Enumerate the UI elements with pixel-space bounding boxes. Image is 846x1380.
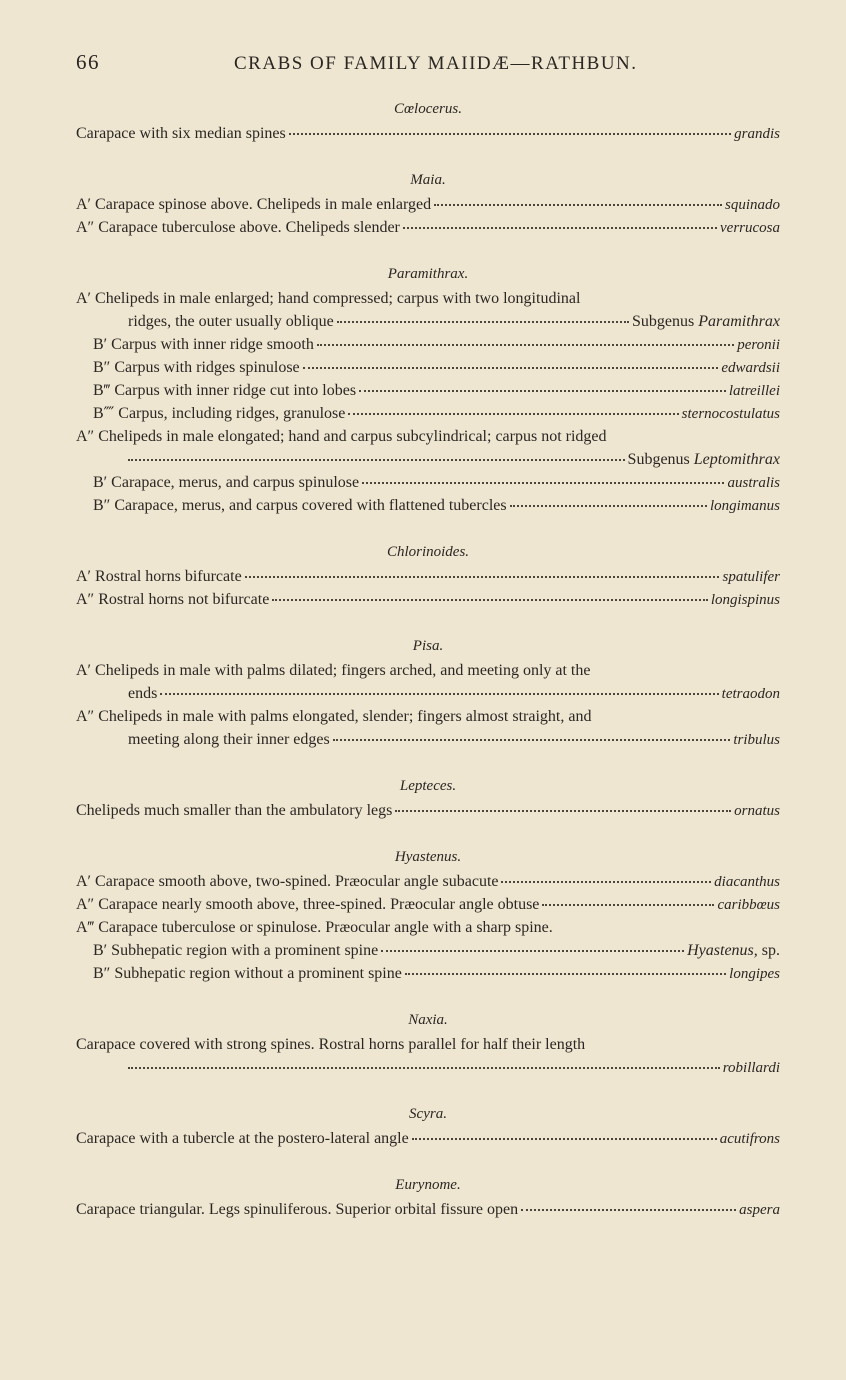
species-name: diacanthus	[714, 874, 780, 890]
species-name: tetraodon	[721, 686, 780, 702]
species-name: peronii	[737, 337, 780, 353]
key-line: Carapace with six median spines grandis	[76, 122, 780, 145]
genus-heading: Eurynome.	[395, 1177, 461, 1193]
genus-heading: Pisa.	[412, 638, 444, 654]
page-number: 66	[76, 50, 100, 74]
key-line: B⁗ Carpus, including ridges, granulose sternocostulatus	[76, 402, 780, 425]
key-line: Carapace covered with strong spines. Rostral horns parallel for half their length	[76, 1036, 586, 1053]
species-name: ornatus	[734, 803, 780, 819]
key-line: A′ Chelipeds in male enlarged; hand compressed; carpus with two longitudinal	[76, 290, 581, 307]
key-chlorinoides	[76, 539, 780, 611]
key-pisa	[76, 633, 780, 751]
key-line: A′ Chelipeds in male with palms dilated; fingers arched, and meeting only at the	[76, 662, 591, 679]
key-line: A″ Chelipeds in male elongated; hand and carpus subcylindrical; carpus not ridged	[76, 428, 607, 445]
species-name: acutifrons	[719, 1131, 780, 1147]
species-name: tribulus	[733, 732, 780, 748]
species-name: caribbœus	[717, 897, 780, 913]
genus-heading: Maia.	[410, 172, 446, 188]
genus-heading: Cœlocerus.	[394, 101, 462, 117]
species-name: australis	[727, 475, 780, 491]
species-name: sternocostulatus	[681, 406, 780, 422]
key-line: B′ Subhepatic region with a prominent spine Hyastenus, sp.	[76, 939, 780, 962]
key-scyra	[76, 1101, 780, 1150]
species-name: squinado	[724, 197, 780, 213]
key-line: B″ Carpus with ridges spinulose edwardsii	[76, 356, 780, 379]
species-name: edwardsii	[721, 360, 780, 376]
key-line: A′ Carapace spinose above. Chelipeds in male enlarged squinado	[76, 193, 780, 216]
key-line: meeting along their inner edges tribulus	[76, 728, 780, 751]
key-paramithrax	[76, 261, 780, 517]
key-eurynome	[76, 1172, 780, 1221]
key-line: B″ Subhepatic region without a prominent spine longipes	[76, 962, 780, 985]
key-line: A′ Carapace smooth above, two-spined. Præocular angle subacute diacanthus	[76, 870, 780, 893]
key-lepteces	[76, 773, 780, 822]
key-line: Carapace triangular. Legs spinuliferous. Superior orbital fissure open aspera	[76, 1198, 780, 1221]
key-line: B″ Carapace, merus, and carpus covered with flattened tubercles longimanus	[76, 494, 780, 517]
key-hyastenus	[76, 844, 780, 985]
species-name: spatulifer	[722, 569, 780, 585]
key-line: B′ Carpus with inner ridge smooth peronii	[76, 333, 780, 356]
running-head	[76, 50, 780, 75]
key-line: A″ Rostral horns not bifurcate longispinus	[76, 588, 780, 611]
key-line: ridges, the outer usually oblique Subgenus Paramithrax	[76, 310, 780, 333]
key-line: B‴ Carpus with inner ridge cut into lobes latreillei	[76, 379, 780, 402]
species-name: longimanus	[709, 498, 780, 514]
running-title: CRABS OF FAMILY MAIIDÆ—RATHBUN.	[234, 53, 638, 74]
key-line: B′ Carapace, merus, and carpus spinulose australis	[76, 471, 780, 494]
species-name: longipes	[729, 966, 780, 982]
species-name: grandis	[734, 126, 780, 142]
genus-heading: Paramithrax.	[387, 266, 469, 282]
key-content	[76, 96, 780, 1243]
key-line: Chelipeds much smaller than the ambulatory legs ornatus	[76, 799, 780, 822]
species-name: aspera	[739, 1202, 780, 1218]
genus-heading: Scyra.	[409, 1106, 447, 1122]
key-line: A′ Rostral horns bifurcate spatulifer	[76, 565, 780, 588]
species-name: longispinus	[710, 592, 780, 608]
genus-heading: Naxia.	[408, 1012, 448, 1028]
key-line: ends tetraodon	[76, 682, 780, 705]
subgenus-label: Subgenus Paramithrax	[631, 313, 780, 330]
species-name: Hyastenus, sp.	[687, 942, 780, 959]
genus-heading: Lepteces.	[399, 778, 457, 794]
key-line: Carapace with a tubercle at the postero-lateral angle acutifrons	[76, 1127, 780, 1150]
species-name: verrucosa	[720, 220, 780, 236]
key-naxia	[76, 1007, 780, 1079]
key-line: A″ Chelipeds in male with palms elongated, slender; fingers almost straight, and	[76, 708, 592, 725]
key-line: A‴ Carapace tuberculose or spinulose. Præocular angle with a sharp spine.	[76, 919, 553, 936]
genus-heading: Chlorinoides.	[386, 544, 470, 560]
key-line	[76, 1056, 780, 1079]
key-maia	[76, 167, 780, 239]
species-name: latreillei	[728, 383, 780, 399]
genus-heading: Hyastenus.	[394, 849, 462, 865]
key-line: A″ Carapace nearly smooth above, three-spined. Præocular angle obtuse caribbœus	[76, 893, 780, 916]
subgenus-label: Subgenus Leptomithrax	[627, 451, 780, 468]
species-name: robillardi	[722, 1060, 780, 1076]
key-line: A″ Carapace tuberculose above. Chelipeds slender verrucosa	[76, 216, 780, 239]
key-coelocerus	[76, 96, 780, 145]
